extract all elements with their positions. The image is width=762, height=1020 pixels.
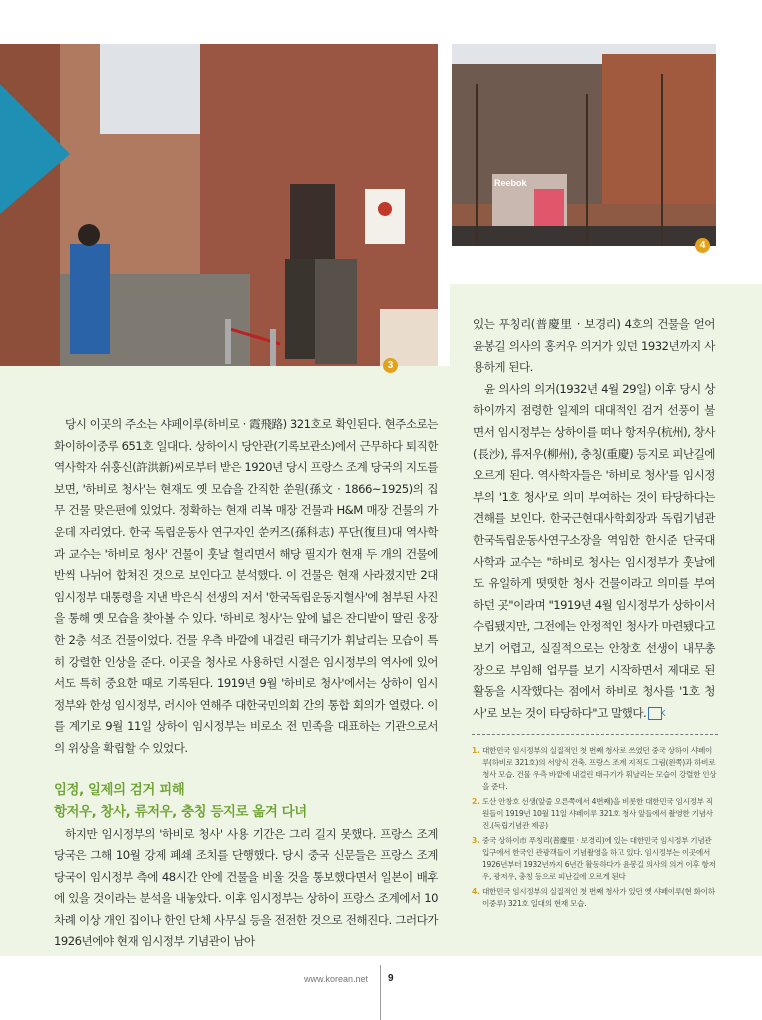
left-column [54,414,438,953]
section-subhead-2: 항저우, 창사, 류저우, 충칭 등지로 옮겨 다녀 [54,804,307,820]
caption-text: 도산 안창호 선생(앞줄 오른쪽에서 4번째)을 비롯한 대한민국 임시정부 직원들이 1919년 10월 11일 샤페이루 321호 청사 앞들에서 촬영한 기념사진.(독립기념관 제공) [482,797,713,830]
page-number: 9 [388,973,394,984]
caption-number: 2. [472,797,480,806]
caption-text: 대한민국 임시정부의 실질적인 첫 번째 청사가 있던 옛 샤페이루(현 화이하이중루) 321호 일대의 현재 모습. [482,887,715,908]
caption-text: 대한민국 임시정부의 실질적인 첫 번째 청사로 쓰였던 중국 상하이 샤페이루(하비로 321호)의 서양식 건축. 프랑스 조계 지적도 그림(왼쪽)과 하비로 청사 모습. 건물 우측 바깥에 내걸린 태극기가 휘날리는 모습이 강렬한 인상을 준다. [482,746,717,791]
spacer [54,760,438,780]
caption-number: 4. [472,887,480,896]
alley-photo [0,44,438,366]
reebok-sign: Reebok [494,178,527,188]
photo-captions [472,745,718,913]
right-column [473,314,715,724]
footer-divider [380,965,381,1020]
left-paragraph-1: 당시 이곳의 주소는 샤페이루(하비로 · 霞飛路) 321호로 확인된다. 현주소로는 화이하이중루 651호 일대다. 상하이시 당안관(기록보관소)에서 근무하다 퇴직한 역사학자 쉬훙신(許洪新)씨로부터 받은 1920년 당시 프랑스 조계 당국의 지도를 보면, '하비로 청사'는 현재도 옛 모습을 간직한 쑨원(孫文 · 1866~1925)의 집무 건물 맞은편에 있었다. 정확하는 현재 리복 매장 건물과 H&M 매장 건물의 가운데 자리였다. 한국 독립운동사 연구자인 쑨커즈(孫科志) 푸단(復旦)대 역사학과 교수는 '하비로 청사' 건물이 훗날 헐리면서 해당 필지가 현재 두 개의 건물에 반씩 나뉘어 합쳐진 것으로 보인다고 분석했다. 이 건물은 현재 사라졌지만 2대 임시정부 대통령을 지낸 박은식 선생의 저서 '한국독립운동지혈사'에 첨부된 사진을 통해 옛 모습을 찾아볼 수 있다. '하비로 청사'는 앞에 넓은 잔디밭이 딸린 웅장한 2층 석조 건물이었다. 건물 우측 바깥에 내걸린 태극기가 휘날리는 모습이 특히 강렬한 인상을 준다. 이곳을 청사로 사용하던 시절은 임시정부의 역사에 있어서도 특히 중요한 때로 기록된다. 1919년 9월 '하비로 청사'에서는 상하이 임시정부와 한성 임시정부, 러시아 연해주 대한국민의회 간의 통합 회의가 열렸다. 이를 계기로 9월 11일 상하이 임시정부는 비로소 전 민족을 대표하는 기관으로서의 위상을 확립할 수 있었다. [54,417,438,755]
right-paragraph-2-text: 윤 의사의 의거(1932년 4월 29일) 이후 당시 상하이까지 점령한 일제의 대대적인 검거 선풍이 불면서 임시정부는 상하이를 떠나 항저우(杭州), 창사(長沙), 류저우(柳州), 충칭(重慶) 등지로 피난길에 오르게 된다. 역사학자들은 '하비로 청사'를 임시정부의 '1호 청사'로 의미 부여하는 것이 타당하다는 견해를 보인다. 한국근현대사학회장과 독립기념관 한국독립운동사연구소장을 역임한 한시준 단국대 사학과 교수는 "하비로 청사는 임시정부가 훗날에도 유일하게 떳떳한 청사 건물이라고 의미를 부여하던 곳"이라며 "1919년 4월 임시정부가 상하이서 수립됐지만, 그전에는 안정적인 청사가 마련됐다고 보기 어렵고, 실질적으로는 안창호 선생이 내무총장으로 부임해 업무를 보기 시작하면서 제대로 된 활동을 시작했다는 점에서 하비로 청사를 '1호 청사'로 보는 것이 타당하다"고 말했다. [473,381,715,720]
notes-divider [472,734,718,735]
caption-number: 1. [472,746,480,755]
caption-number: 3. [472,836,480,845]
street-photo-drawing [452,44,716,246]
section-subhead-1: 임정, 일제의 검거 피해 [54,782,185,798]
alley-photo-drawing [0,44,438,366]
caption-2 [472,796,718,832]
caption-text: 중국 상하이市 푸칭리(普慶里 · 보경리)에 있는 대한민국 임시정부 기념관 입구에서 한국인 관광객들이 기념촬영을 하고 있다. 임시정부는 이곳에서 1926년부터 1932년까지 6년간 활동하다가 윤봉길 의사의 의거 이후 항저우, 광저우, 충칭 등으로 피난길에 오르게 된다 [482,836,716,881]
caption-4 [472,886,718,910]
caption-3 [472,835,718,883]
photo-3-badge: 3 [383,358,398,373]
photo-4-badge: 4 [695,238,710,253]
end-mark-icon: K [648,707,662,720]
footer-url: www.korean.net [304,974,369,984]
right-paragraph-1: 있는 푸칭리(普慶里 · 보경리) 4호의 건물을 얻어 윤봉길 의사의 홍커우 의거가 있던 1932년까지 사용하게 된다. [473,317,715,375]
left-paragraph-2: 하지만 임시정부의 '하비로 청사' 사용 기간은 그리 길지 못했다. 프랑스 조계 당국은 그해 10월 강제 폐쇄 조치를 단행했다. 당시 중국 신문들은 프랑스 조계 당국이 임시정부 측에 48시간 안에 건물을 비울 것을 통보했다면서 일본이 배후에 있을 것이라는 분석을 내놓았다. 이후 임시정부는 상하이 프랑스 조계에서 10차례 이상 개인 집이나 한인 단체 사무실 등을 전전한 것으로 전해진다. 그러다가 1926년에야 현재 임시정부 기념관이 남아 [54,826,438,949]
right-paragraph-2 [473,379,715,725]
street-photo [452,44,716,246]
caption-1 [472,745,718,793]
